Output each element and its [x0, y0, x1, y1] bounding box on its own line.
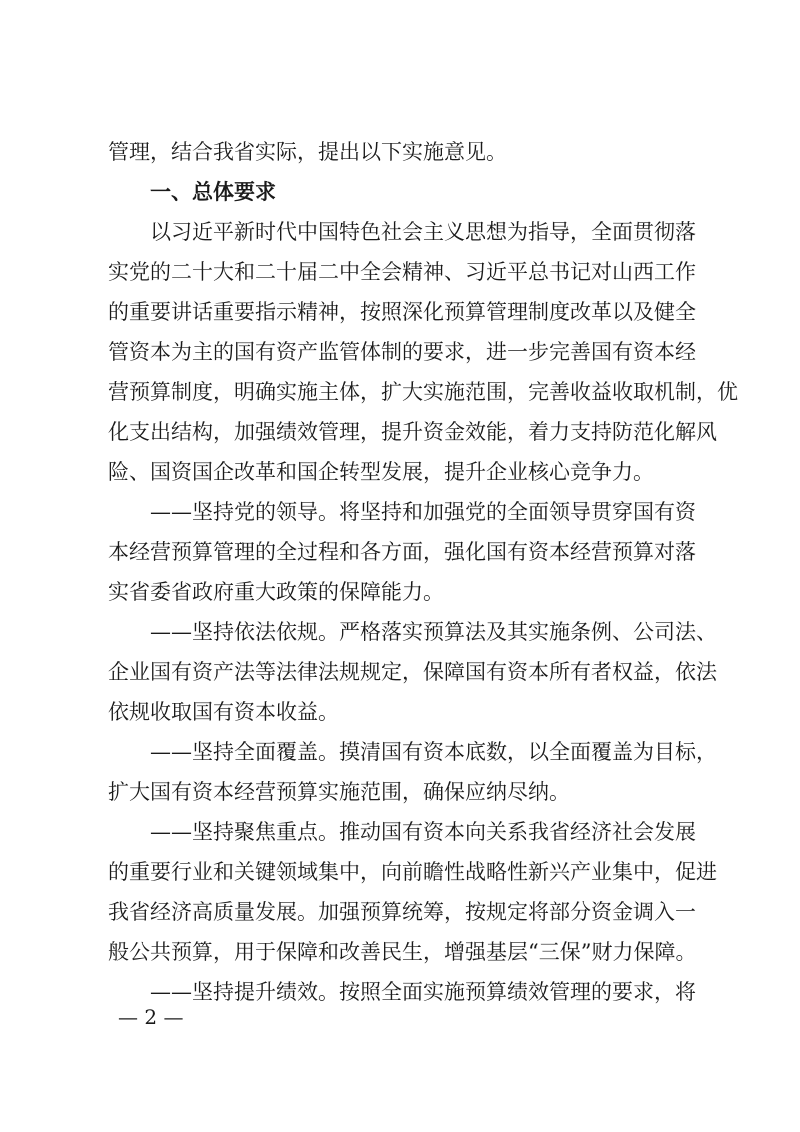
text-line: 般公共预算，用于保障和改善民生，增强基层“三保”财力保障。 [108, 940, 697, 964]
text-line: ——坚持提升绩效。按照全面实施预算绩效管理的要求，将 [150, 980, 696, 1004]
text-line: 企业国有资产法等法律法规规定，保障国有资本所有者权益，依法 [108, 660, 717, 684]
text-line: 的重要行业和关键领域集中，向前瞻性战略性新兴产业集中，促进 [108, 860, 717, 884]
text-line: 实省委省政府重大政策的保障能力。 [108, 580, 444, 604]
text-line: ——坚持聚焦重点。推动国有资本向关系我省经济社会发展 [150, 820, 696, 844]
text-line: 险、国资国企改革和国企转型发展，提升企业核心竞争力。 [108, 460, 654, 484]
text-line: 管理，结合我省实际，提出以下实施意见。 [108, 140, 507, 164]
text-line: ——坚持全面覆盖。摸清国有资本底数，以全面覆盖为目标， [150, 740, 717, 764]
text-line: 本经营预算管理的全过程和各方面，强化国有资本经营预算对落 [108, 540, 696, 564]
text-line: 营预算制度，明确实施主体，扩大实施范围，完善收益收取机制，优 [108, 380, 738, 404]
text-line: 管资本为主的国有资产监管体制的要求，进一步完善国有资本经 [108, 340, 696, 364]
text-line: 依规收取国有资本收益。 [108, 700, 339, 724]
text-line: 的重要讲话重要指示精神，按照深化预算管理制度改革以及健全 [108, 300, 696, 324]
section-heading: 一、总体要求 [150, 180, 276, 204]
text-line: 扩大国有资本经营预算实施范围，确保应纳尽纳。 [108, 780, 570, 804]
text-line: ——坚持党的领导。将坚持和加强党的全面领导贯穿国有资 [150, 500, 696, 524]
text-line: 化支出结构，加强绩效管理，提升资金效能，着力支持防范化解风 [108, 420, 717, 444]
text-line: 实党的二十大和二十届二中全会精神、习近平总书记对山西工作 [108, 260, 696, 284]
text-line: 我省经济高质量发展。加强预算统筹，按规定将部分资金调入一 [108, 900, 696, 924]
text-line: ——坚持依法依规。严格落实预算法及其实施条例、公司法、 [150, 620, 717, 644]
page-number: — 2 — [118, 1005, 184, 1029]
text-line: 以习近平新时代中国特色社会主义思想为指导，全面贯彻落 [150, 220, 696, 244]
